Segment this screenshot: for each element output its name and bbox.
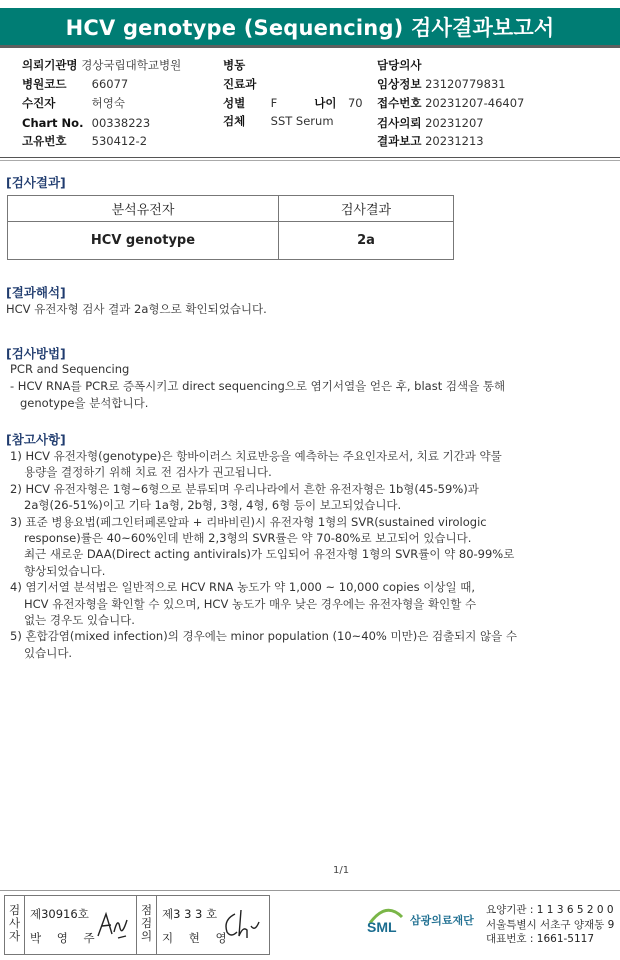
- info-row-hospital-code: [22, 75, 128, 93]
- tester-license: 제30916호: [30, 907, 89, 921]
- reference-line: 2a형(26-51%)이고 기타 1a형, 2b형, 3형, 4형, 6형 등이 보고되었습니다.: [24, 498, 402, 513]
- org-line: 대표번호 : 1661-5117: [486, 933, 595, 945]
- info-row-clinical-info: [377, 75, 506, 93]
- info-row-report-date: [377, 132, 484, 150]
- info-row-sex: [223, 94, 363, 112]
- result-cell: 2a: [279, 222, 454, 260]
- info-value: 00338223: [91, 116, 151, 130]
- approver-name: 지 현 영: [162, 931, 233, 945]
- gene-cell: HCV genotype: [8, 222, 279, 260]
- info-value: 20231213: [425, 134, 484, 148]
- interpretation-heading: [결과해석]: [6, 285, 66, 300]
- approver-tag: 점검의: [137, 896, 157, 954]
- approver-signature-cell: [157, 896, 267, 954]
- reference-item: [10, 481, 610, 514]
- info-label: 고유번호: [22, 134, 67, 148]
- info-label: 진료과: [223, 77, 257, 91]
- info-value: F: [270, 96, 278, 110]
- reference-line: response)률은 40~60%인데 반해 2,3형의 SVR률은 약 70-80%로 보고되어 있습니다.: [24, 531, 472, 546]
- page-number: 1/1: [333, 865, 350, 876]
- info-value: 20231207-46407: [425, 96, 525, 110]
- reference-line: 1) HCV 유전자형(genotype)은 항바이러스 치료반응을 예측하는 주요인자로서, 치료 기간과 약물: [10, 449, 502, 463]
- reference-heading: [참고사항]: [6, 432, 66, 447]
- info-row-patient: [22, 94, 125, 112]
- info-label: Chart No.: [22, 116, 84, 130]
- reference-line: 4) 염기서열 분석법은 일반적으로 HCV RNA 농도가 약 1,000 ~ 10,000 copies 이상일 때,: [10, 580, 475, 595]
- reference-line: 5) 혼합감염(mixed infection)의 경우에는 minor population (10~40% 미만)은 검출되지 않을 수: [10, 629, 518, 644]
- info-row-reception-no: [377, 94, 524, 112]
- info-value: 66077: [91, 77, 129, 91]
- info-row-ward: [223, 56, 245, 74]
- reference-item: [10, 514, 610, 580]
- info-label-age: 나이: [314, 96, 337, 110]
- organization-info: [486, 903, 614, 947]
- organization-name: 삼광의료재단: [410, 914, 474, 927]
- info-row-chart-no: [22, 114, 150, 132]
- info-row-doctor: [377, 56, 421, 74]
- info-label: 결과보고: [377, 134, 422, 148]
- method-line: - HCV RNA를 PCR로 증폭시키고 direct sequencing으로 염기서열을 얻은 후, blast 검색을 통해: [10, 379, 506, 393]
- info-value: 530412-2: [91, 134, 148, 148]
- reference-item: [10, 628, 610, 661]
- org-line: 서울특별시 서초구 양재동 9: [486, 918, 615, 931]
- info-row-department: [223, 75, 256, 93]
- info-value: 20231207: [425, 116, 484, 130]
- reference-line: 2) HCV 유전자형은 1형~6형으로 분류되며 우리나라에서 흔한 유전자형은 1b형(45-59%)과: [10, 481, 479, 496]
- org-line: 요양기관 : 1 1 3 6 5 2 0 0: [486, 904, 614, 916]
- interpretation-text: HCV 유전자형 검사 결과 2a형으로 확인되었습니다.: [6, 302, 267, 316]
- reference-line: 최근 새로운 DAA(Direct acting antivirals)가 도입되어 유전자형 1형의 SVR률이 약 80-99%로: [24, 547, 515, 562]
- report-title: HCV genotype (Sequencing) 검사결과보고서: [65, 16, 555, 40]
- method-heading: [검사방법]: [6, 346, 66, 361]
- reference-item: [10, 448, 610, 481]
- info-row-requester: [22, 56, 181, 74]
- reference-line: 없는 경우도 있습니다.: [24, 613, 135, 628]
- info-label: 접수번호: [377, 96, 422, 110]
- sml-logo-icon: [366, 901, 406, 939]
- reference-line: HCV 유전자형을 확인할 수 있으며, HCV 농도가 매우 낮은 경우에는 유전자형을 확인할 수: [24, 596, 477, 611]
- info-label: 병원코드: [22, 77, 67, 91]
- info-value-age: 70: [347, 96, 363, 110]
- info-value: 경상국립대학교병원: [81, 58, 182, 72]
- divider: [0, 157, 620, 158]
- info-label: 성별: [223, 96, 246, 110]
- tester-signature-icon: [94, 906, 130, 942]
- info-label: 수진자: [22, 96, 56, 110]
- tester-name: 박 영 주: [30, 931, 101, 945]
- info-value: SST Serum: [270, 114, 334, 128]
- approver-signature-icon: [221, 906, 261, 944]
- footer-divider: [0, 890, 620, 891]
- reference-line: 있습니다.: [24, 645, 73, 660]
- table-header-row: [8, 196, 454, 222]
- reference-line: 용량을 결정하기 위해 치료 전 검사가 권고됩니다.: [24, 465, 272, 480]
- approver-license: 제3 3 3 호: [162, 907, 218, 921]
- reference-line: 3) 표준 병용요법(페그인터페론알파 + 리바비린)시 유전자형 1형의 SVR(sustained virologic: [10, 514, 487, 529]
- info-value: 23120779831: [425, 77, 506, 91]
- info-label: 검사의뢰: [377, 116, 422, 130]
- method-line: PCR and Sequencing: [10, 362, 130, 376]
- info-row-unique-no: [22, 132, 147, 150]
- info-row-request-date: [377, 114, 484, 132]
- report-title-bar: [0, 8, 620, 48]
- info-value: 허영숙: [91, 96, 125, 110]
- divider: [0, 160, 620, 161]
- method-line: genotype을 분석합니다.: [20, 396, 149, 410]
- column-header-result: 검사결과: [279, 196, 454, 222]
- tester-tag: 검사자: [5, 896, 25, 954]
- info-row-specimen: [223, 112, 334, 130]
- column-header-gene: 분석유전자: [8, 196, 279, 222]
- tester-signature-cell: [25, 896, 137, 954]
- info-label: 임상정보: [377, 77, 422, 91]
- reference-item: [10, 579, 610, 628]
- info-label: 의뢰기관명: [22, 58, 78, 72]
- info-label: 검체: [223, 114, 246, 128]
- logo-mark: SML: [367, 919, 397, 935]
- result-table: [7, 195, 454, 260]
- reference-list: [10, 448, 610, 661]
- table-row: [8, 222, 454, 260]
- reference-line: 향상되었습니다.: [24, 563, 106, 578]
- info-label: 병동: [223, 58, 246, 72]
- info-label: 담당의사: [377, 58, 422, 72]
- result-heading: [검사결과]: [6, 175, 66, 190]
- signature-box: [4, 895, 270, 955]
- organization-logo: [366, 901, 474, 939]
